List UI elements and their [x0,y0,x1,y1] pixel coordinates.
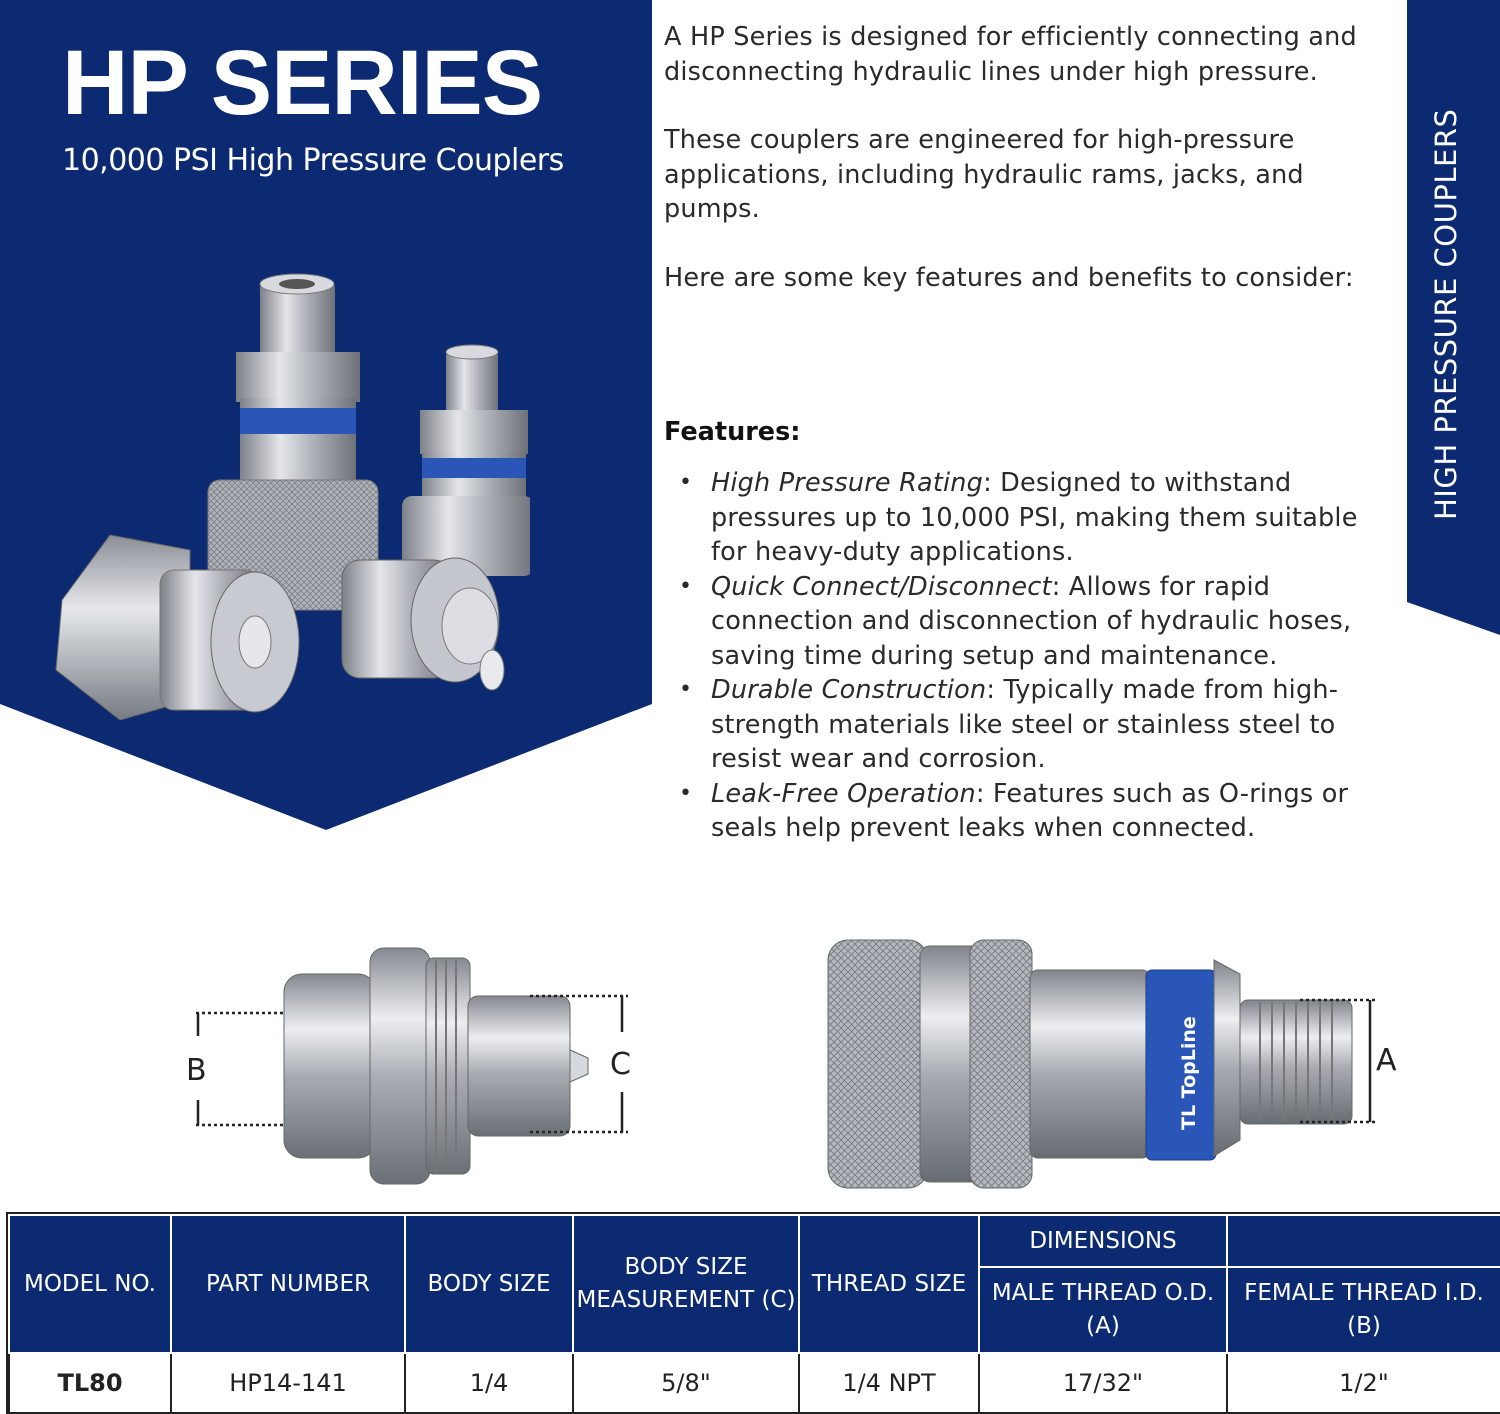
feature-title: Leak-Free Operation [711,778,976,809]
header-model: MODEL NO. [9,1215,171,1353]
cell-part: HP14-141 [171,1353,405,1413]
page-title: HP SERIES [62,32,543,134]
header-body-size: BODY SIZE [405,1215,573,1353]
cell-body-measurement: 5/8" [573,1353,799,1413]
feature-item [664,777,1364,846]
header-female-id: FEMALE THREAD I.D. (B) [1227,1267,1500,1353]
side-tab-label: HIGH PRESSURE COUPLERS [1429,108,1463,520]
intro-text [664,20,1384,329]
bullet-icon: • [679,677,693,702]
feature-title: High Pressure Rating [711,468,984,498]
bullet-icon: • [679,573,693,599]
feature-text: : Designed to withstand pressures up to 10,000 PSI, making them suitable for heavy-duty applications. [711,468,1358,567]
header-dimensions: DIMENSIONS [979,1215,1227,1267]
coupler-dimension-diagram [820,930,1410,1200]
cell-male-od: 17/32" [979,1353,1227,1413]
features-heading: Features: [664,417,801,447]
feature-item [664,570,1364,674]
label-c: C [610,1047,631,1082]
label-b: B [186,1053,207,1088]
header-part-number: PART NUMBER [171,1215,405,1353]
spec-table [8,1214,1500,1414]
small-coupler [402,345,530,576]
table-row [9,1353,1500,1413]
plug-dimension-diagram [180,940,650,1190]
feature-text: : Features such as O-rings or seals help prevent leaks when connected. [711,778,1349,843]
header-thread-size: THREAD SIZE [799,1215,979,1353]
product-photo [40,270,530,740]
page-subtitle: 10,000 PSI High Pressure Couplers [62,143,564,178]
intro-paragraph: Here are some key features and benefits to consider: [664,262,1354,293]
feature-title: Durable Construction [711,675,987,705]
label-a: A [1376,1043,1397,1078]
small-plug [342,558,504,690]
bullet-icon: • [679,780,693,806]
feature-text: : Typically made from high-strength materials like steel or stainless steel to resist wear and corrosion. [711,675,1339,774]
cell-thread-size: 1/4 NPT [799,1353,979,1413]
bullet-icon: • [679,470,693,495]
header-male-od: MALE THREAD O.D. (A) [979,1267,1227,1353]
large-coupler [208,274,378,610]
intro-paragraph: These couplers are engineered for high-pressure applications, including hydraulic rams, jacks, and pumps. [664,125,1304,224]
cell-body-size: 1/4 [405,1353,573,1413]
feature-item [664,673,1364,777]
feature-title: Quick Connect/Disconnect [711,571,1052,602]
intro-paragraph: A HP Series is designed for efficiently connecting and disconnecting hydraulic lines under high pressure. [664,22,1357,87]
cell-female-id: 1/2" [1227,1353,1500,1413]
feature-text: : Allows for rapid connection and disconnection of hydraulic hoses, saving time during setup and maintenance. [711,571,1352,671]
feature-item [664,466,1364,570]
brand-mark: TL TopLine [1178,1016,1200,1130]
features-list [664,466,1364,846]
cell-model: TL80 [9,1353,171,1413]
header-body-measurement: BODY SIZE MEASUREMENT (C) [573,1215,799,1353]
header-dimensions-spacer [1227,1215,1500,1267]
